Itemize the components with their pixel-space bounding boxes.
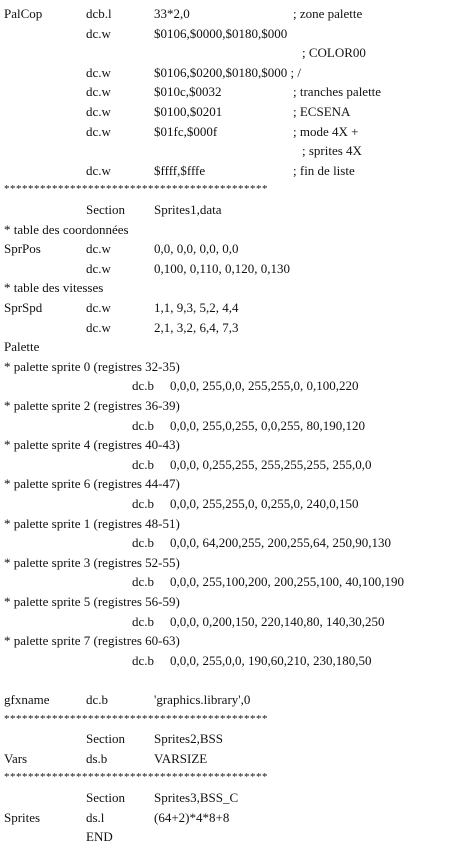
code-operand: 33*2,0	[154, 6, 190, 21]
code-opcode: dc.w	[86, 104, 111, 119]
code-opcode: dc.b	[132, 535, 155, 551]
code-line	[0, 592, 463, 611]
code-operand: 1,1, 9,3, 5,2, 4,4	[154, 300, 239, 315]
code-opcode: dc.b	[132, 496, 155, 511]
code-operand: Sprites2,BSS	[154, 731, 223, 747]
code-line	[0, 749, 463, 768]
code-opcode: Section	[86, 202, 125, 217]
code-operand: 0,0,0, 255,255,0, 0,255,0, 240,0,150	[170, 496, 359, 511]
code-operand: 0,0,0, 64,200,255, 200,255,64, 250,90,130	[170, 535, 391, 551]
code-operand: VARSIZE	[154, 750, 208, 766]
code-line	[0, 4, 463, 23]
code-line	[0, 533, 463, 552]
code-operand: Sprites3,BSS_C	[154, 790, 239, 805]
code-line	[0, 318, 463, 337]
code-line	[0, 63, 463, 82]
code-line	[0, 690, 463, 709]
code-label: gfxname	[4, 692, 50, 707]
code-operand: 0,0, 0,0, 0,0, 0,0	[154, 241, 239, 257]
code-line	[0, 788, 463, 807]
separator-line: ********************************************	[4, 183, 268, 196]
code-comment: ; sprites 4X	[302, 143, 362, 159]
code-line	[0, 651, 463, 670]
code-label: PalCop	[4, 6, 43, 21]
code-line	[0, 768, 463, 787]
code-opcode: Section	[86, 790, 125, 805]
code-opcode: dc.b	[132, 417, 155, 433]
code-line	[0, 416, 463, 435]
code-opcode: ds.b	[86, 750, 108, 766]
comment-line: Palette	[4, 339, 40, 355]
code-label: SprSpd	[4, 300, 43, 315]
code-operand: (64+2)*4*8+8	[154, 809, 230, 825]
code-line	[0, 435, 463, 454]
code-operand: 0,0,0, 255,100,200, 200,255,100, 40,100,190	[170, 574, 404, 590]
code-line	[0, 239, 463, 258]
code-line	[0, 808, 463, 827]
code-line	[0, 200, 463, 219]
code-comment: ; ECSENA	[293, 104, 351, 119]
code-comment: ; tranches palette	[293, 84, 382, 100]
comment-line: * palette sprite 7 (registres 60-63)	[4, 633, 180, 649]
code-line	[0, 455, 463, 474]
comment-line: * palette sprite 0 (registres 32-35)	[4, 358, 180, 374]
code-opcode: dc.w	[86, 260, 111, 276]
code-operand: 'graphics.library',0	[154, 692, 251, 707]
code-operand: $010c,$0032	[154, 84, 222, 100]
code-opcode: ds.l	[86, 809, 105, 825]
code-line	[0, 494, 463, 513]
code-operand: 0,0,0, 0,200,150, 220,140,80, 140,30,250	[170, 613, 385, 629]
code-line	[0, 474, 463, 493]
code-operand: 0,100, 0,110, 0,120, 0,130	[154, 260, 291, 276]
code-operand: $ffff,$fffe	[154, 162, 206, 178]
code-line	[0, 612, 463, 631]
code-opcode: dc.b	[132, 652, 155, 668]
code-line	[0, 670, 463, 689]
code-line	[0, 553, 463, 572]
code-line	[0, 827, 463, 846]
code-line	[0, 396, 463, 415]
code-operand: 0,0,0, 255,0,255, 0,0,255, 80,190,120	[170, 417, 365, 433]
code-operand: $0106,$0000,$0180,$000	[154, 25, 288, 41]
code-line	[0, 82, 463, 101]
code-line	[0, 572, 463, 591]
code-operand: 0,0,0, 255,0,0, 255,255,0, 0,100,220	[170, 378, 359, 394]
code-line	[0, 710, 463, 729]
code-operand: $0100,$0201	[154, 104, 223, 119]
code-opcode: dc.w	[86, 300, 111, 315]
code-opcode: dcb.l	[86, 6, 112, 21]
comment-line: * palette sprite 6 (registres 44-47)	[4, 476, 180, 492]
code-line	[0, 43, 463, 62]
code-comment: ; zone palette	[293, 6, 363, 21]
code-opcode: dc.b	[132, 378, 155, 394]
code-label: Vars	[4, 750, 28, 766]
code-opcode: dc.b	[132, 456, 155, 472]
code-line	[0, 631, 463, 650]
code-comment: ; fin de liste	[293, 162, 355, 178]
code-comment: ; COLOR00	[302, 45, 366, 61]
comment-line: * palette sprite 5 (registres 56-59)	[4, 594, 180, 609]
code-opcode: dc.w	[86, 84, 111, 100]
code-line	[0, 278, 463, 297]
code-operand: Sprites1,data	[154, 202, 222, 217]
code-operand: 0,0,0, 0,255,255, 255,255,255, 255,0,0	[170, 456, 372, 472]
comment-line: * table des coordonnées	[4, 221, 129, 237]
comment-line: * palette sprite 3 (registres 52-55)	[4, 554, 180, 570]
comment-line: * table des vitesses	[4, 280, 104, 296]
code-opcode: dc.b	[86, 692, 109, 707]
code-operand: $01fc,$000f	[154, 123, 218, 139]
code-operand: 2,1, 3,2, 6,4, 7,3	[154, 319, 239, 335]
code-line	[0, 357, 463, 376]
code-line	[0, 729, 463, 748]
code-opcode: dc.w	[86, 319, 111, 335]
comment-line: * palette sprite 2 (registres 36-39)	[4, 398, 180, 413]
code-label: Sprites	[4, 809, 41, 825]
code-line	[0, 298, 463, 317]
code-operand: 0,0,0, 255,0,0, 190,60,210, 230,180,50	[170, 652, 372, 668]
code-line	[0, 180, 463, 199]
code-opcode: dc.w	[86, 64, 111, 80]
separator-line: ********************************************	[4, 771, 268, 784]
code-opcode: dc.w	[86, 25, 111, 41]
code-line	[0, 337, 463, 356]
code-line	[0, 141, 463, 160]
code-line	[0, 376, 463, 395]
code-opcode: dc.w	[86, 241, 111, 257]
code-line	[0, 24, 463, 43]
code-opcode: dc.b	[132, 613, 155, 629]
comment-line: * palette sprite 1 (registres 48-51)	[4, 515, 180, 531]
code-line	[0, 102, 463, 121]
code-opcode: dc.b	[132, 574, 155, 590]
code-line	[0, 514, 463, 533]
code-line	[0, 220, 463, 239]
separator-line: ********************************************	[4, 712, 268, 725]
code-comment: ; mode 4X +	[293, 123, 359, 139]
code-opcode: dc.w	[86, 123, 111, 139]
code-label: SprPos	[4, 241, 41, 257]
code-opcode: END	[86, 829, 113, 845]
code-line	[0, 122, 463, 141]
code-line	[0, 259, 463, 278]
code-opcode: Section	[86, 731, 125, 747]
code-line	[0, 161, 463, 180]
code-opcode: dc.w	[86, 162, 111, 178]
code-operand: $0106,$0200,$0180,$000 ; /	[154, 64, 301, 80]
comment-line: * palette sprite 4 (registres 40-43)	[4, 437, 180, 453]
